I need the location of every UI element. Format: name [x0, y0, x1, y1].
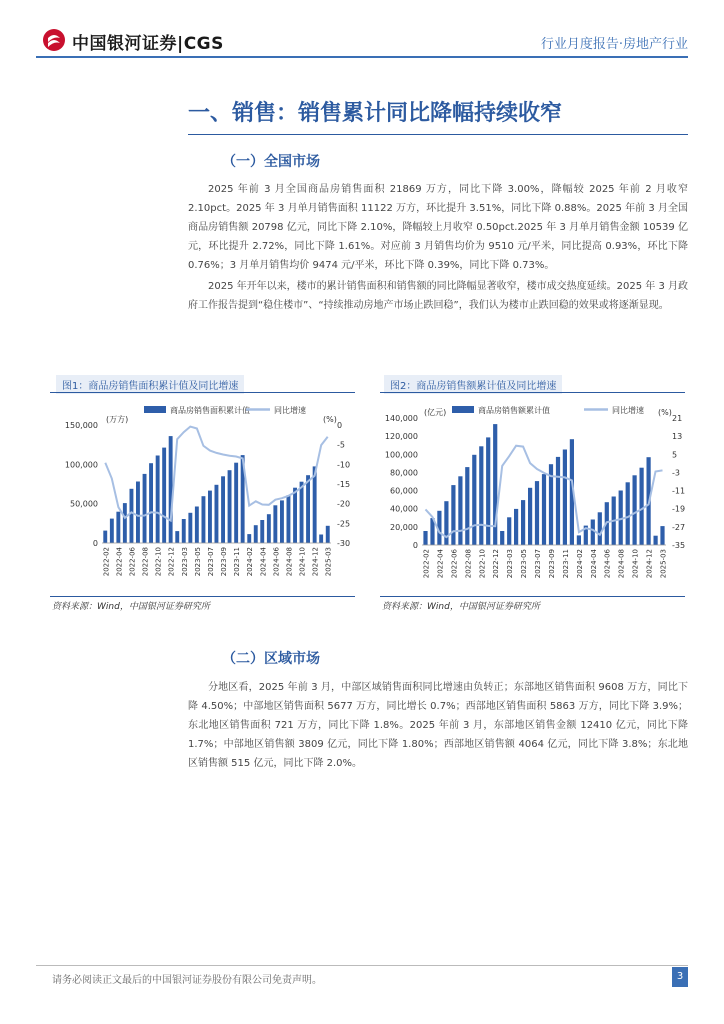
report-type: 行业月度报告·房地产行业 — [540, 37, 688, 52]
x-axis-tick: 2023-09 — [220, 547, 228, 577]
figure1-source: 资料来源：Wind，中国银河证券研究所 — [52, 602, 210, 612]
paragraph: 2025 年开年以来，楼市的累计销售面积和销售额的同比降幅显著收窄，楼市成交热度延续。2025 年 3 月政府工作报告提到“稳住楼市”、“持续推动房地产市场止跌回稳”，我们认为楼市止跌回稳的效果或将逐渐显现。 — [188, 281, 688, 311]
legend-line-label: 同比增速 — [612, 406, 644, 415]
legend-bar-swatch — [452, 406, 474, 413]
x-axis-tick: 2022-02 — [422, 549, 431, 579]
x-axis-tick: 2023-11 — [233, 547, 242, 577]
bar-2023-09 — [221, 476, 225, 543]
bar-2022-03 — [110, 519, 114, 543]
left-axis-tick: 100,000 — [64, 460, 98, 470]
bar-2024-04 — [260, 520, 264, 543]
right-axis-tick: -27 — [672, 522, 686, 532]
right-axis-unit: (%) — [658, 408, 672, 417]
bar-2023-06 — [528, 488, 532, 545]
figure2-top-rule — [380, 392, 685, 393]
left-axis-tick: 120,000 — [384, 432, 418, 442]
x-axis-tick: 2023-11 — [561, 549, 570, 579]
bar-2022-11 — [162, 448, 166, 543]
right-axis-unit: (%) — [323, 415, 337, 424]
bar-2024-05 — [598, 512, 602, 545]
figure2-source: 资料来源：Wind，中国银河证券研究所 — [382, 602, 540, 612]
x-axis-tick: 2024-06 — [272, 547, 281, 577]
bar-2023-04 — [188, 513, 192, 543]
x-axis-tick: 2022-12 — [167, 547, 176, 577]
bar-2024-09 — [626, 482, 630, 545]
right-axis-tick: -30 — [337, 539, 351, 548]
footer-divider — [36, 965, 688, 966]
legend-bar-label: 商品房销售额累计值 — [478, 406, 550, 415]
x-axis-tick: 2024-02 — [246, 547, 255, 577]
bar-2025-03 — [660, 526, 664, 545]
right-axis-tick: 0 — [337, 421, 343, 430]
header-divider — [36, 56, 688, 58]
bar-2023-11 — [563, 450, 567, 546]
x-axis-tick: 2023-07 — [534, 549, 542, 579]
x-axis-tick: 2022-06 — [128, 547, 137, 577]
bar-2023-03 — [182, 519, 186, 543]
footer-disclaimer: 请务必阅读正文最后的中国银河证券股份有限公司免责声明。 — [52, 975, 322, 986]
left-axis-unit: (万方) — [106, 415, 129, 424]
x-axis-tick: 2022-10 — [154, 547, 163, 577]
bar-2022-09 — [149, 463, 153, 543]
paragraph: 2025 年前 3 月全国商品房销售面积 21869 万方，同比下降 3.00%，降幅较 2025 年前 2 月收窄 2.10pct。2025 年 3 月单月销售面积 11122 万方，环比提升 3.51%，同比下降 0.88%。2025 年前 3 月全国商品房销售额 20798 亿元，同比下降 2.10%，降幅较上月收窄 0.50pct.2025 年 3 月单月销售金额 10539 亿元，环比提升 2.72%，同比下降 1.61%。对应前 3 月销售均价为 9510 元/平米，同比提高 0.93%，环比下降 0.76%；3 月单月销售均价 9474 元/平米，环比下降 0.39%，同比下降 0.73%。 — [188, 184, 688, 271]
bar-2022-12 — [169, 436, 173, 543]
legend-bar-swatch — [144, 406, 166, 413]
bar-2022-06 — [451, 485, 455, 545]
x-axis-tick: 2022-06 — [450, 549, 459, 579]
x-axis-tick: 2024-08 — [285, 547, 294, 577]
bar-2024-05 — [267, 514, 271, 543]
bar-2022-08 — [465, 467, 469, 545]
bar-2022-10 — [156, 456, 160, 544]
x-axis-tick: 2024-10 — [631, 549, 640, 579]
right-axis-tick: -15 — [337, 480, 351, 489]
right-axis-tick: -5 — [337, 440, 345, 450]
x-axis-tick: 2024-06 — [603, 549, 612, 579]
x-axis-tick: 2024-10 — [298, 547, 307, 577]
figure1-top-rule — [50, 392, 355, 393]
right-axis-tick: -10 — [337, 460, 351, 470]
page-number: 3 — [672, 967, 688, 987]
left-axis-tick: 20,000 — [390, 522, 418, 532]
left-axis-tick: 80,000 — [390, 468, 418, 478]
bar-2023-02 — [500, 531, 504, 545]
left-axis-tick: 40,000 — [390, 504, 418, 514]
bar-2022-08 — [143, 474, 147, 543]
left-axis-tick: 100,000 — [384, 450, 418, 460]
national-market-text — [188, 180, 688, 315]
x-axis-tick: 2023-03 — [180, 547, 189, 577]
x-axis-tick: 2025-03 — [324, 547, 333, 577]
bar-2023-10 — [556, 457, 560, 545]
subsection-title-national: （一）全国市场 — [222, 154, 320, 170]
bar-2024-02 — [247, 534, 251, 543]
x-axis-tick: 2022-12 — [492, 549, 501, 579]
subsection-title-regional: （二）区域市场 — [222, 651, 320, 667]
bar-2022-02 — [103, 531, 107, 543]
x-axis-tick: 2024-12 — [645, 549, 654, 579]
right-axis-tick: 13 — [672, 432, 683, 442]
bar-2022-05 — [444, 501, 448, 545]
bar-2022-11 — [486, 437, 490, 545]
bar-2022-07 — [458, 476, 462, 545]
bar-2023-08 — [215, 485, 219, 543]
figure2-bottom-rule — [380, 596, 685, 597]
left-axis-tick: 150,000 — [64, 421, 98, 430]
bar-2022-09 — [472, 455, 476, 545]
x-axis-tick: 2024-12 — [311, 547, 320, 577]
bar-2024-03 — [254, 525, 258, 543]
section-divider — [188, 134, 688, 135]
x-axis-tick: 2022-10 — [478, 549, 487, 579]
left-axis-tick: 0 — [412, 541, 418, 550]
figure2-caption: 图2：商品房销售额累计值及同比增速 — [384, 375, 562, 394]
legend-line-label: 同比增速 — [274, 406, 306, 415]
bar-2024-10 — [300, 482, 304, 543]
bar-2023-10 — [228, 470, 232, 543]
bar-2024-04 — [591, 520, 595, 546]
brand-name: 中国银河证券|CGS — [72, 34, 224, 54]
figure1-caption: 图1：商品房销售面积累计值及同比增速 — [56, 375, 244, 394]
brand-logo-icon — [42, 28, 66, 52]
paragraph: 分地区看，2025 年前 3 月，中部区域销售面积同比增速由负转正；东部地区销售面积 9608 万方，同比下降 4.50%；中部地区销售面积 5677 万方，同比增长 0.7%；西部地区销售面积 5863 万方，同比下降 3.9%；东北地区销售面积 721 万方，同比下降 1.8%。2025 年前 3 月，东部地区销售金额 12410 亿元，同比下降 1.7%；中部地区销售额 3809 亿元，同比下降 1.80%；西部地区销售额 4064 亿元，同比下降 3.8%；东北地区销售额 515 亿元，同比下降 2.0%。 — [188, 682, 688, 769]
bar-2024-08 — [287, 495, 291, 543]
x-axis-tick: 2023-05 — [193, 547, 202, 577]
x-axis-tick: 2022-08 — [141, 547, 150, 577]
bar-2023-11 — [234, 463, 238, 543]
right-axis-tick: -20 — [337, 499, 351, 509]
x-axis-tick: 2023-07 — [207, 547, 215, 577]
bar-2023-07 — [208, 491, 212, 543]
bar-2024-10 — [633, 475, 637, 545]
right-axis-tick: 21 — [672, 414, 683, 423]
bar-2024-02 — [577, 535, 581, 545]
bar-2022-06 — [130, 489, 134, 543]
x-axis-tick: 2022-04 — [115, 547, 124, 577]
x-axis-tick: 2024-08 — [617, 549, 626, 579]
x-axis-tick: 2022-04 — [436, 549, 445, 579]
x-axis-tick: 2022-08 — [464, 549, 473, 579]
right-axis-tick: -3 — [672, 468, 680, 478]
bar-2024-07 — [280, 500, 284, 543]
bar-2022-04 — [116, 512, 120, 543]
left-axis-tick: 0 — [92, 539, 98, 548]
bar-2023-05 — [521, 500, 525, 545]
left-axis-tick: 140,000 — [384, 414, 418, 423]
bar-2023-02 — [175, 531, 179, 543]
x-axis-tick: 2023-03 — [506, 549, 515, 579]
bar-2022-05 — [123, 503, 127, 543]
x-axis-tick: 2024-02 — [575, 549, 584, 579]
bar-2023-05 — [195, 507, 199, 544]
x-axis-tick: 2024-04 — [589, 549, 598, 579]
x-axis-tick: 2023-05 — [520, 549, 529, 579]
bar-2024-09 — [293, 488, 297, 543]
bar-2023-03 — [507, 517, 511, 545]
bar-2024-06 — [273, 505, 277, 543]
bar-2023-04 — [514, 509, 518, 545]
x-axis-tick: 2023-09 — [548, 549, 556, 579]
x-axis-tick: 2024-04 — [259, 547, 268, 577]
bar-2022-02 — [423, 531, 427, 545]
figure1-chart — [50, 395, 355, 595]
bar-2025-03 — [326, 526, 330, 543]
bar-2022-10 — [479, 446, 483, 545]
bar-2024-11 — [640, 468, 644, 545]
section-title: 一、销售：销售累计同比降幅持续收窄 — [188, 100, 563, 126]
left-axis-unit: (亿元) — [424, 408, 447, 417]
left-axis-tick: 60,000 — [390, 486, 418, 496]
regional-market-text — [188, 678, 688, 773]
x-axis-tick: 2022-02 — [102, 547, 111, 577]
figure2-chart — [380, 395, 690, 595]
bar-2025-02 — [654, 536, 658, 545]
legend-bar-label: 商品房销售面积累计值 — [170, 406, 250, 415]
bar-2025-02 — [319, 535, 323, 544]
right-axis-tick: -11 — [672, 486, 686, 496]
left-axis-tick: 50,000 — [70, 499, 98, 509]
right-axis-tick: -19 — [672, 504, 686, 514]
x-axis-tick: 2025-03 — [659, 549, 668, 579]
bar-2023-07 — [535, 481, 539, 545]
figure1-bottom-rule — [50, 596, 355, 597]
bar-2022-07 — [136, 482, 140, 544]
bar-2023-06 — [202, 496, 206, 543]
bar-2023-08 — [542, 474, 546, 545]
right-axis-tick: -25 — [337, 519, 351, 529]
right-axis-tick: -35 — [672, 541, 686, 550]
right-axis-tick: 5 — [672, 450, 678, 460]
bar-2024-11 — [306, 475, 310, 543]
